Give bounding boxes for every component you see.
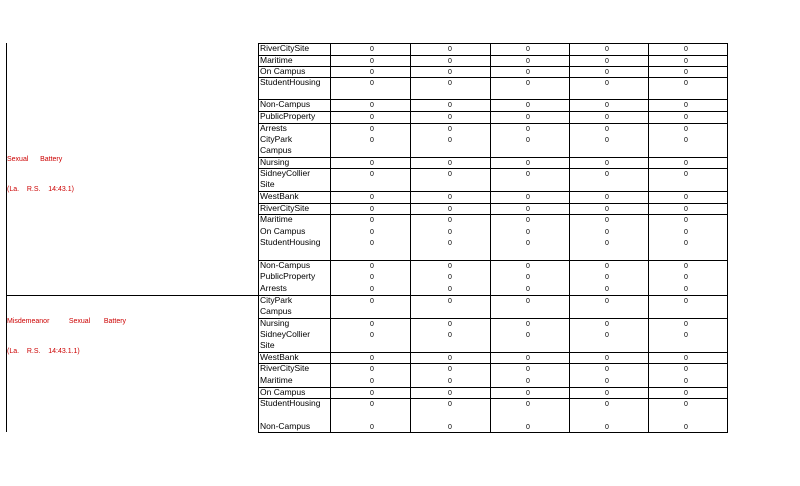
- table-cell-value: 0: [605, 126, 609, 133]
- table-cell-value: 0: [448, 80, 452, 87]
- table-cell-value: 0: [684, 298, 688, 305]
- table-cell-value: 0: [370, 321, 374, 328]
- table-cell-value: 0: [684, 378, 688, 385]
- table-cell-value: 0: [448, 286, 452, 293]
- category-label-sexual-battery: [7, 135, 74, 215]
- table-cell-value: 0: [448, 366, 452, 373]
- table-cell-value: 0: [526, 401, 530, 408]
- row-location-label: Non-Campus: [260, 421, 311, 431]
- row-location-label: RiverCitySite: [260, 43, 310, 53]
- table-cell-value: 0: [684, 286, 688, 293]
- table-cell-value: 0: [448, 274, 452, 281]
- table-cell-value: 0: [448, 321, 452, 328]
- table-cell-value: 0: [684, 58, 688, 65]
- table-cell-value: 0: [448, 194, 452, 201]
- table-cell-value: 0: [684, 274, 688, 281]
- table-cell-value: 0: [605, 102, 609, 109]
- table-cell-value: 0: [370, 206, 374, 213]
- table-cell-value: 0: [605, 194, 609, 201]
- table-cell-value: 0: [684, 355, 688, 362]
- table-cell-value: 0: [605, 298, 609, 305]
- table-cell-value: 0: [448, 160, 452, 167]
- table-cell-value: 0: [526, 424, 530, 431]
- table-column-border: [258, 43, 259, 432]
- row-location-label: CityPark Campus: [260, 134, 293, 155]
- table-cell-value: 0: [605, 171, 609, 178]
- table-cell-value: 0: [684, 332, 688, 339]
- row-location-label: RiverCitySite: [260, 203, 310, 213]
- table-cell-value: 0: [526, 46, 530, 53]
- table-cell-value: 0: [370, 378, 374, 385]
- table-cell-value: 0: [370, 240, 374, 247]
- table-cell-value: 0: [370, 286, 374, 293]
- table-cell-value: 0: [370, 46, 374, 53]
- row-location-label: PublicProperty: [260, 111, 316, 121]
- table-cell-value: 0: [448, 401, 452, 408]
- table-row-border: [258, 191, 728, 192]
- table-cell-value: 0: [370, 194, 374, 201]
- table-cell-value: 0: [526, 114, 530, 121]
- table-cell-value: 0: [448, 102, 452, 109]
- table-cell-value: 0: [370, 102, 374, 109]
- table-cell-value: 0: [605, 263, 609, 270]
- table-cell-value: 0: [448, 217, 452, 224]
- table-cell-value: 0: [448, 206, 452, 213]
- table-cell-value: 0: [448, 355, 452, 362]
- table-cell-value: 0: [605, 160, 609, 167]
- row-location-label: PublicProperty: [260, 271, 316, 281]
- table-column-border: [727, 43, 728, 432]
- table-cell-value: 0: [605, 114, 609, 121]
- row-location-label: WestBank: [260, 352, 299, 362]
- table-row-border: [258, 363, 728, 364]
- row-location-label: RiverCitySite: [260, 363, 310, 373]
- table-row-border: [258, 352, 728, 353]
- table-cell-value: 0: [526, 102, 530, 109]
- table-row-border: [258, 398, 728, 399]
- table-cell-value: 0: [448, 390, 452, 397]
- table-cell-value: 0: [526, 194, 530, 201]
- table-cell-value: 0: [370, 217, 374, 224]
- table-cell-value: 0: [448, 171, 452, 178]
- table-cell-value: 0: [684, 194, 688, 201]
- table-cell-value: 0: [605, 69, 609, 76]
- table-cell-value: 0: [605, 424, 609, 431]
- table-row-border: [258, 43, 728, 44]
- row-location-label: Maritime: [260, 375, 293, 385]
- table-cell-value: 0: [526, 58, 530, 65]
- table-row-border: [258, 111, 728, 112]
- table-cell-value: 0: [448, 137, 452, 144]
- table-cell-value: 0: [684, 217, 688, 224]
- table-cell-value: 0: [448, 298, 452, 305]
- table-cell-value: 0: [370, 366, 374, 373]
- table-cell-value: 0: [370, 355, 374, 362]
- category-line: (La. R.S. 14:43.1.1): [7, 348, 80, 355]
- table-row-border: [258, 318, 728, 319]
- table-cell-value: 0: [370, 80, 374, 87]
- table-cell-value: 0: [526, 160, 530, 167]
- table-cell-value: 0: [605, 321, 609, 328]
- table-row-border: [258, 387, 728, 388]
- table-cell-value: 0: [684, 46, 688, 53]
- table-cell-value: 0: [370, 332, 374, 339]
- table-column-border: [410, 43, 411, 432]
- row-location-label: StudentHousing: [260, 237, 321, 247]
- table-cell-value: 0: [526, 171, 530, 178]
- table-column-border: [569, 43, 570, 432]
- table-cell-value: 0: [684, 126, 688, 133]
- table-cell-value: 0: [526, 206, 530, 213]
- table-cell-value: 0: [448, 332, 452, 339]
- table-cell-value: 0: [448, 114, 452, 121]
- table-cell-value: 0: [684, 424, 688, 431]
- row-location-label: Maritime: [260, 214, 293, 224]
- row-location-label: On Campus: [260, 387, 306, 397]
- table-cell-value: 0: [370, 171, 374, 178]
- table-cell-value: 0: [605, 217, 609, 224]
- table-cell-value: 0: [448, 46, 452, 53]
- table-cell-value: 0: [605, 206, 609, 213]
- table-cell-value: 0: [526, 378, 530, 385]
- table-cell-value: 0: [448, 263, 452, 270]
- table-cell-value: 0: [684, 160, 688, 167]
- table-cell-value: 0: [370, 160, 374, 167]
- table-cell-value: 0: [526, 355, 530, 362]
- table-cell-value: 0: [684, 171, 688, 178]
- table-cell-value: 0: [684, 229, 688, 236]
- row-location-label: Nursing: [260, 157, 290, 167]
- row-location-label: SidneyCollier Site: [260, 168, 311, 189]
- row-location-label: SidneyCollier Site: [260, 329, 311, 350]
- table-cell-value: 0: [684, 366, 688, 373]
- table-row-border: [258, 66, 728, 67]
- table-cell-value: 0: [448, 424, 452, 431]
- table-cell-value: 0: [605, 240, 609, 247]
- table-cell-value: 0: [605, 366, 609, 373]
- table-cell-value: 0: [526, 274, 530, 281]
- table-cell-value: 0: [526, 332, 530, 339]
- table-row-border: [258, 168, 728, 169]
- table-cell-value: 0: [370, 401, 374, 408]
- table-cell-value: 0: [526, 80, 530, 87]
- table-cell-value: 0: [684, 390, 688, 397]
- row-location-label: On Campus: [260, 226, 306, 236]
- row-location-label: WestBank: [260, 191, 299, 201]
- table-cell-value: 0: [684, 137, 688, 144]
- table-cell-value: 0: [605, 286, 609, 293]
- table-cell-value: 0: [684, 102, 688, 109]
- table-cell-value: 0: [684, 114, 688, 121]
- table-cell-value: 0: [448, 126, 452, 133]
- table-cell-value: 0: [526, 286, 530, 293]
- row-location-label: Non-Campus: [260, 260, 311, 270]
- table-cell-value: 0: [684, 206, 688, 213]
- table-cell-value: 0: [605, 390, 609, 397]
- table-cell-value: 0: [684, 240, 688, 247]
- table-row-border: [258, 203, 728, 204]
- table-cell-value: 0: [370, 126, 374, 133]
- table-cell-value: 0: [448, 58, 452, 65]
- table-cell-value: 0: [370, 298, 374, 305]
- table-row-border: [258, 260, 728, 261]
- row-location-label: Nursing: [260, 318, 290, 328]
- table-cell-value: 0: [370, 263, 374, 270]
- table-cell-value: 0: [448, 378, 452, 385]
- table-cell-value: 0: [684, 263, 688, 270]
- row-location-label: Arrests: [260, 123, 287, 133]
- table-cell-value: 0: [605, 58, 609, 65]
- table-cell-value: 0: [684, 321, 688, 328]
- table-row-border: [258, 157, 728, 158]
- category-column-border: [6, 43, 7, 432]
- category-separator: [6, 295, 258, 296]
- row-location-label: CityPark Campus: [260, 295, 293, 316]
- table-cell-value: 0: [370, 114, 374, 121]
- table-cell-value: 0: [448, 240, 452, 247]
- table-cell-value: 0: [526, 69, 530, 76]
- table-cell-value: 0: [526, 217, 530, 224]
- table-cell-value: 0: [526, 263, 530, 270]
- table-cell-value: 0: [605, 80, 609, 87]
- table-cell-value: 0: [526, 366, 530, 373]
- table-cell-value: 0: [605, 137, 609, 144]
- table-row-border: [258, 432, 728, 433]
- table-cell-value: 0: [605, 378, 609, 385]
- table-cell-value: 0: [370, 229, 374, 236]
- table-cell-value: 0: [370, 69, 374, 76]
- table-cell-value: 0: [370, 390, 374, 397]
- table-cell-value: 0: [605, 46, 609, 53]
- table-row-border: [258, 99, 728, 100]
- table-row-border: [258, 77, 728, 78]
- category-label-misdemeanor-sexual-battery: [7, 297, 126, 377]
- table-cell-value: 0: [526, 229, 530, 236]
- table-cell-value: 0: [526, 298, 530, 305]
- table-cell-value: 0: [684, 401, 688, 408]
- table-cell-value: 0: [448, 229, 452, 236]
- category-line: (La. R.S. 14:43.1): [7, 186, 74, 193]
- table-column-border: [648, 43, 649, 432]
- table-cell-value: 0: [605, 401, 609, 408]
- table-cell-value: 0: [448, 69, 452, 76]
- table-cell-value: 0: [605, 229, 609, 236]
- table-row-border: [258, 214, 728, 215]
- category-line: Misdemeanor Sexual Battery: [7, 318, 127, 325]
- row-location-label: Arrests: [260, 283, 287, 293]
- category-line: Sexual Battery: [7, 156, 63, 163]
- row-location-label: StudentHousing: [260, 77, 321, 87]
- table-row-border: [258, 295, 728, 296]
- table-cell-value: 0: [684, 69, 688, 76]
- row-location-label: Maritime: [260, 55, 293, 65]
- table-cell-value: 0: [526, 126, 530, 133]
- table-column-border: [490, 43, 491, 432]
- table-row-border: [258, 55, 728, 56]
- table-cell-value: 0: [605, 332, 609, 339]
- table-cell-value: 0: [370, 58, 374, 65]
- table-cell-value: 0: [370, 274, 374, 281]
- table-cell-value: 0: [370, 137, 374, 144]
- row-location-label: On Campus: [260, 66, 306, 76]
- table-cell-value: 0: [526, 390, 530, 397]
- table-cell-value: 0: [684, 80, 688, 87]
- table-row-border: [258, 123, 728, 124]
- table-cell-value: 0: [370, 424, 374, 431]
- table-cell-value: 0: [605, 355, 609, 362]
- table-column-border: [330, 43, 331, 432]
- row-location-label: Non-Campus: [260, 99, 311, 109]
- table-cell-value: 0: [526, 321, 530, 328]
- row-location-label: StudentHousing: [260, 398, 321, 408]
- table-cell-value: 0: [605, 274, 609, 281]
- table-cell-value: 0: [526, 240, 530, 247]
- table-cell-value: 0: [526, 137, 530, 144]
